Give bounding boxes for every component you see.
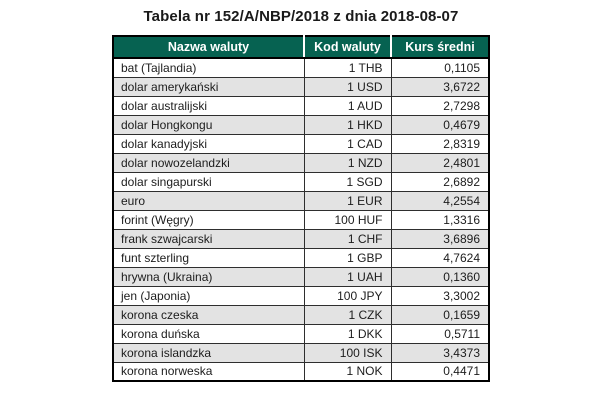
table-row bbox=[113, 305, 489, 324]
table-row bbox=[113, 267, 489, 286]
currency-code: 1 CZK bbox=[304, 305, 391, 324]
currency-name: dolar nowozelandzki bbox=[113, 153, 304, 172]
currency-rate: 0,5711 bbox=[391, 324, 489, 343]
currency-rate: 1,3316 bbox=[391, 210, 489, 229]
currency-name: forint (Węgry) bbox=[113, 210, 304, 229]
table-row bbox=[113, 229, 489, 248]
currency-code: 1 DKK bbox=[304, 324, 391, 343]
table-row bbox=[113, 134, 489, 153]
currency-name: dolar australijski bbox=[113, 96, 304, 115]
table-row bbox=[113, 248, 489, 267]
currency-name: frank szwajcarski bbox=[113, 229, 304, 248]
currency-code: 1 GBP bbox=[304, 248, 391, 267]
currency-code: 1 CAD bbox=[304, 134, 391, 153]
currency-rate: 3,6896 bbox=[391, 229, 489, 248]
currency-rate: 0,1659 bbox=[391, 305, 489, 324]
table-row bbox=[113, 115, 489, 134]
currency-code: 1 THB bbox=[304, 58, 391, 77]
page-title: Tabela nr 152/A/NBP/2018 z dnia 2018-08-07 bbox=[143, 8, 459, 25]
table-row bbox=[113, 191, 489, 210]
currency-code: 1 EUR bbox=[304, 191, 391, 210]
currency-code: 1 USD bbox=[304, 77, 391, 96]
currency-rate: 2,8319 bbox=[391, 134, 489, 153]
currency-rate: 4,7624 bbox=[391, 248, 489, 267]
header-currency-code: Kod waluty bbox=[304, 36, 391, 58]
currency-code: 100 HUF bbox=[304, 210, 391, 229]
table-row bbox=[113, 343, 489, 362]
exchange-rate-table bbox=[112, 35, 490, 382]
table-body bbox=[113, 58, 489, 381]
table-row bbox=[113, 58, 489, 77]
table-row bbox=[113, 96, 489, 115]
currency-code: 1 SGD bbox=[304, 172, 391, 191]
currency-code: 1 NZD bbox=[304, 153, 391, 172]
table-row bbox=[113, 362, 489, 381]
currency-name: hrywna (Ukraina) bbox=[113, 267, 304, 286]
table-header bbox=[113, 36, 489, 58]
currency-code: 1 HKD bbox=[304, 115, 391, 134]
currency-code: 100 JPY bbox=[304, 286, 391, 305]
currency-code: 100 ISK bbox=[304, 343, 391, 362]
currency-rate: 2,7298 bbox=[391, 96, 489, 115]
currency-rate: 2,4801 bbox=[391, 153, 489, 172]
table-row bbox=[113, 172, 489, 191]
header-currency-name: Nazwa waluty bbox=[113, 36, 304, 58]
currency-rate: 3,3002 bbox=[391, 286, 489, 305]
currency-name: korona islandzka bbox=[113, 343, 304, 362]
currency-rate: 0,4679 bbox=[391, 115, 489, 134]
table-row bbox=[113, 77, 489, 96]
currency-name: funt szterling bbox=[113, 248, 304, 267]
currency-rate: 2,6892 bbox=[391, 172, 489, 191]
currency-name: dolar kanadyjski bbox=[113, 134, 304, 153]
table-row bbox=[113, 153, 489, 172]
currency-rate: 0,4471 bbox=[391, 362, 489, 381]
currency-name: dolar singapurski bbox=[113, 172, 304, 191]
currency-code: 1 AUD bbox=[304, 96, 391, 115]
currency-name: korona duńska bbox=[113, 324, 304, 343]
currency-name: korona czeska bbox=[113, 305, 304, 324]
currency-name: korona norweska bbox=[113, 362, 304, 381]
currency-name: dolar Hongkongu bbox=[113, 115, 304, 134]
currency-code: 1 NOK bbox=[304, 362, 391, 381]
currency-rate: 3,4373 bbox=[391, 343, 489, 362]
currency-rate: 0,1105 bbox=[391, 58, 489, 77]
currency-rate: 3,6722 bbox=[391, 77, 489, 96]
header-average-rate: Kurs średni bbox=[391, 36, 489, 58]
currency-name: jen (Japonia) bbox=[113, 286, 304, 305]
currency-name: dolar amerykański bbox=[113, 77, 304, 96]
table-row bbox=[113, 286, 489, 305]
currency-rate: 4,2554 bbox=[391, 191, 489, 210]
currency-rate: 0,1360 bbox=[391, 267, 489, 286]
table-row bbox=[113, 324, 489, 343]
currency-name: bat (Tajlandia) bbox=[113, 58, 304, 77]
table-row bbox=[113, 210, 489, 229]
currency-name: euro bbox=[113, 191, 304, 210]
currency-code: 1 CHF bbox=[304, 229, 391, 248]
currency-code: 1 UAH bbox=[304, 267, 391, 286]
